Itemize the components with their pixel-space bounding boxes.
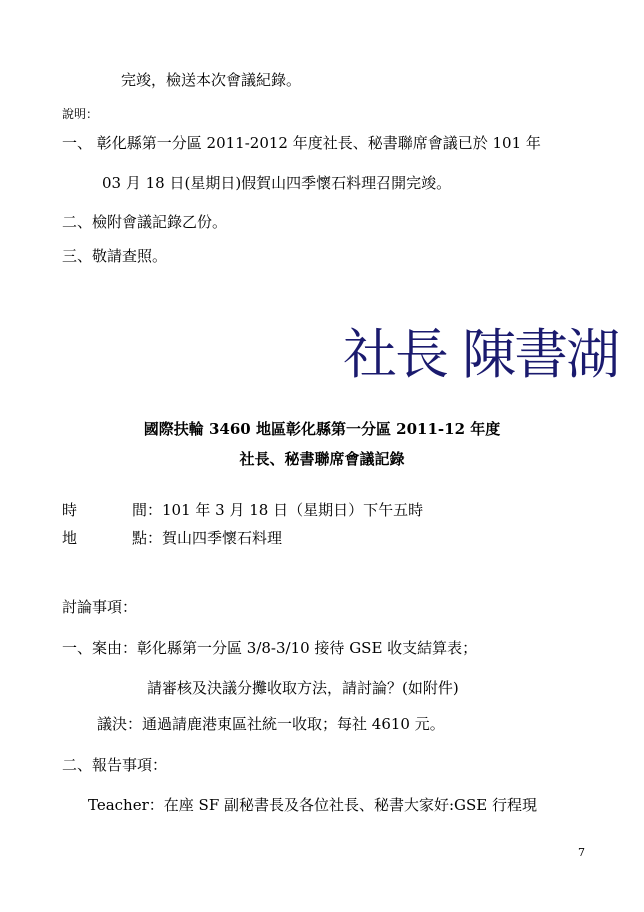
discussion-heading: 討論事項： [62,598,138,616]
place-value: 點：賀山四季懷石料理 [132,529,283,547]
minutes-title-line-1: 國際扶輪 3460 地區彰化縣第一分區 2011-12 年度 [143,420,501,438]
discussion-case-line-2: 請審核及決議分攤收取方法，請討論？(如附件) [147,679,459,697]
report-heading: 二、報告事項： [62,756,168,774]
signature: 社長 陳書湖 [343,323,619,386]
discussion-case-line-1: 一、案由：彰化縣第一分區 3/8-3/10 接待 GSE 收支結算表； [62,639,478,657]
place-label-char-1: 地 [62,529,78,547]
explanation-item-3: 三、敬請查照。 [62,247,168,265]
explanation-item-1-line-1: 一、 彰化縣第一分區 2011-2012 年度社長、秘書聯席會議已於 101 年 [62,134,541,152]
minutes-title-line-2: 社長、秘書聯席會議記錄 [239,450,405,468]
discussion-resolution: 議決：通過請鹿港東區社統一收取；每社 4610 元。 [97,715,445,733]
report-teacher-line: Teacher：在座 SF 副秘書長及各位社長、秘書大家好:GSE 行程現 [88,796,538,814]
explanation-item-2: 二、檢附會議記錄乙份。 [62,213,228,231]
time-label-char-1: 時 [62,501,78,519]
explanation-label: 說明： [62,107,99,121]
time-value: 間：101 年 3 月 18 日（星期日）下午五時 [132,501,424,519]
explanation-item-1-line-2: 03 月 18 日(星期日)假賀山四季懷石料理召開完竣。 [102,174,452,192]
page-number: 7 [578,846,585,859]
intro-closing: 完竣，檢送本次會議紀錄。 [121,71,302,89]
